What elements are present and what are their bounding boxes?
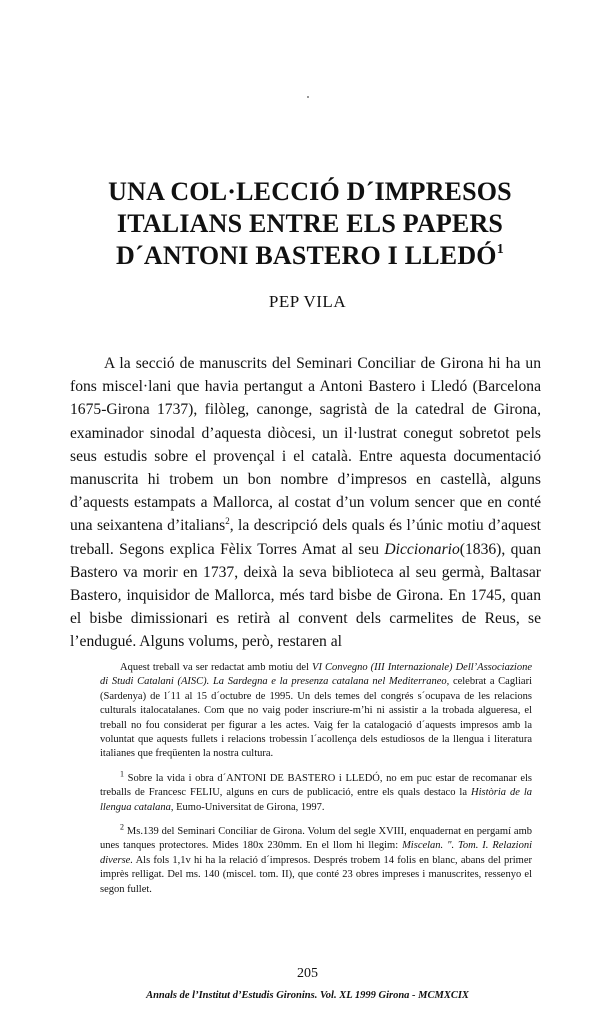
title-footnote-ref[interactable]: 1 <box>496 242 504 257</box>
body-italic-title: Diccionario <box>384 540 460 558</box>
body-text-a: A la secció de manuscrits del Seminari Conciliar de Girona hi ha un fons miscel·lani que havia pertangut a Antoni Bastero i Lledó (Barcelona 1675-Girona 1737), filòleg, canonge, sagristà de la catedral de Girona, examinador sinodal d’aquesta diòcesi, un il·lustrat conegut sobretot pels seus estudis sobre el provençal i el català. Entre aquesta documentació manuscrita hi trobem un bon nombre d’impresos en castellà, alguns d’aquests estampats a Mallorca, al costat d’un volum sencer que en conté una seixantena d’italians <box>70 355 541 535</box>
footnote-2-b: Als fols 1,1v hi ha la relació d´impresos. Després trobem 14 folis en blanc, abans del primer imprès relligat. Del ms. 140 (miscel. tom. II), que conté 23 obres impreses i manuscrites, ressenyo el segon fullet. <box>100 854 532 895</box>
footnote-intro <box>100 661 532 762</box>
footnote-2-italic: Miscelan. ". Tom. I. Relazioni diverse. <box>100 840 532 866</box>
journal-footer: Annals de l’Institut d’Estudis Gironins. Vol. XL 1999 Girona - MCMXCIX <box>146 990 469 1001</box>
footnote-intro-a: Aquest treball va ser redactat amb motiu del <box>120 662 313 673</box>
footnote-ref-2[interactable]: 2 <box>225 516 230 527</box>
footnote-intro-b: celebrat a Cagliari (Sardenya) de l´11 al 15 d´octubre de 1995. Un dels temes del congrés s´ocupava de les relacions culturals italocatalanes. Com que no vaig poder inscriure-m’hi ni assistir a la trobada algueresa, el treball no fou considerat per figurar a les actes. Vaig fer la catalogació d´aquests impresos amb la voluntat que aquests fullets i relacions trobessin l´acollença dels estudiosos de la llengua i literatura italianes que freqüenten la nostra cultura. <box>100 676 532 760</box>
footnote-1-italic: Història de la llengua catalana <box>100 787 532 813</box>
body-text <box>70 352 541 654</box>
footnote-1 <box>100 769 532 815</box>
body-text-c: (1836), quan Bastero va morir en 1737, deixà la seva biblioteca al seu germà, Baltasar Bastero, inquisidor de Mallorca, més tard bisbe de Girona. En 1745, quan el bisbe dimissionari es retirà al convent dels carmelites de Reus, se l’endugué. Alguns volums, però, restaren al <box>70 540 541 651</box>
footnote-2-number: 2 <box>120 822 124 832</box>
body-paragraph <box>70 352 541 654</box>
decorative-dot <box>307 96 309 98</box>
footnote-1-number: 1 <box>120 769 124 779</box>
footnote-2 <box>100 822 532 897</box>
footnote-1-b: , Eumo-Universitat de Girona, 1997. <box>170 801 325 813</box>
footnote-1-a: Sobre la vida i obra d´ANTONI DE BASTERO i LLEDÓ, no em puc estar de recomanar els treballs de Francesc FELIU, alguns en curs de publicació, entre els quals destaco la <box>100 772 532 799</box>
title-line-2: ITALIANS ENTRE ELS PAPERS <box>116 209 504 238</box>
article-title <box>40 176 580 272</box>
author-name: PEP VILA <box>268 292 347 311</box>
footnote-2-a: Ms.139 del Seminari Conciliar de Girona. Volum del segle XVIII, enquadernat en pergamí amb unes tanques protectores. Mides 180x 230mm. En el llom hi llegim: <box>100 826 532 852</box>
footnotes <box>100 661 532 907</box>
page-number: 205 <box>297 966 318 981</box>
footnote-intro-italic: VI Convegno (III Internazionale) Dell’Associazione di Studi Catalani (AISC). La Sardegna e la presenza catalana nel Mediterraneo, <box>100 662 532 688</box>
title-line-3 <box>40 240 580 272</box>
title-line-3-text: D´ANTONI BASTERO I LLEDÓ <box>116 241 497 270</box>
body-text-b: , la descripció dels quals és l’únic motiu d’aquest treball. Segons explica Fèlix Torres Amat al seu <box>70 517 541 558</box>
title-line-1: UNA COL·LECCIÓ D´IMPRESOS <box>108 177 512 206</box>
